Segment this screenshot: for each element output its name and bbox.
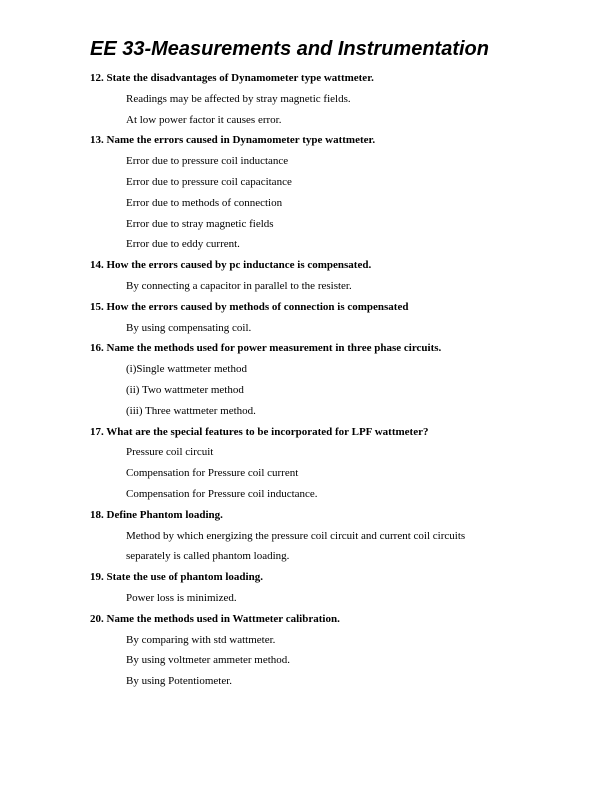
answer-line: At low power factor it causes error. [126, 113, 282, 126]
answer-line: Method by which energizing the pressure coil circuit and current coil circuits [126, 529, 466, 542]
answer-line: (ii) Two wattmeter method [126, 383, 244, 396]
question-block [90, 255, 590, 297]
question-heading: 13. Name the errors caused in Dynamometer type wattmeter. [90, 134, 376, 147]
answer-line: (iii) Three wattmeter method. [126, 404, 256, 417]
answer-line: By using compensating coil. [126, 321, 252, 334]
answer-line: Compensation for Pressure coil inductance. [126, 487, 318, 500]
answer-line: By comparing with std wattmeter. [126, 633, 276, 646]
answer-line: Compensation for Pressure coil current [126, 467, 299, 480]
question-block [90, 422, 590, 505]
answer-line: Readings may be affected by stray magnetic fields. [126, 92, 351, 105]
question-answer-list [90, 68, 590, 692]
answer-line: (i)Single wattmeter method [126, 363, 247, 376]
question-block [90, 68, 590, 130]
answer-line: separately is called phantom loading. [126, 550, 290, 563]
question-heading: 20. Name the methods used in Wattmeter calibration. [90, 612, 340, 625]
question-block [90, 609, 590, 692]
question-heading: 15. How the errors caused by methods of connection is compensated [90, 300, 409, 313]
question-heading: 19. State the use of phantom loading. [90, 571, 263, 584]
answer-line: Error due to methods of connection [126, 196, 283, 209]
question-block [90, 505, 590, 567]
question-block [90, 130, 590, 255]
question-block [90, 567, 590, 609]
question-heading: 18. Define Phantom loading. [90, 508, 223, 521]
question-heading: 16. Name the methods used for power measurement in three phase circuits. [90, 342, 442, 355]
answer-line: Error due to pressure coil inductance [126, 155, 289, 168]
answer-line: Error due to eddy current. [126, 238, 240, 251]
question-heading: 12. State the disadvantages of Dynamometer type wattmeter. [90, 72, 374, 84]
answer-line: By using Potentiometer. [126, 675, 233, 688]
answer-line: Pressure coil circuit [126, 446, 214, 459]
question-heading: 14. How the errors caused by pc inductance is compensated. [90, 259, 372, 272]
question-heading: 17. What are the special features to be incorporated for LPF wattmeter? [90, 425, 429, 438]
page-title: EE 33-Measurements and Instrumentation [90, 38, 489, 60]
answer-line: Power loss is minimized. [126, 591, 237, 604]
question-block [90, 338, 590, 421]
answer-line: By connecting a capacitor in parallel to the resister. [126, 279, 352, 292]
answer-line: Error due to pressure coil capacitance [126, 175, 292, 188]
answer-line: By using voltmeter ammeter method. [126, 654, 291, 667]
question-block [90, 297, 590, 339]
answer-line: Error due to stray magnetic fields [126, 217, 274, 230]
